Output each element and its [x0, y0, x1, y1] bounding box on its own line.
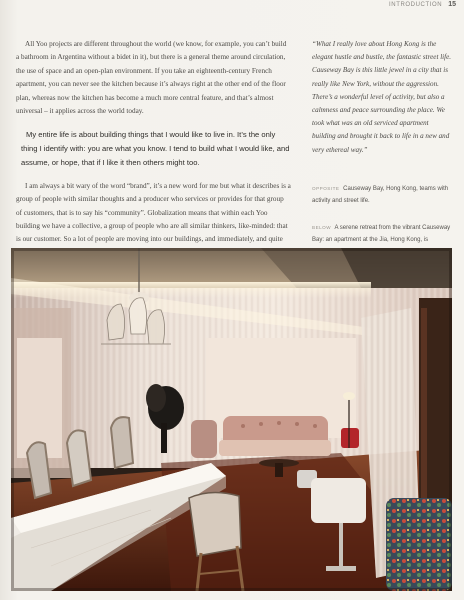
caption-direction: OPPOSITE [312, 185, 340, 191]
section-title: INTRODUCTION [389, 2, 443, 8]
body-paragraph-1: All Yoo projects are different throughout the world (we know, for example, you can’t build a bathroom in Argentina without a bidet in it), but there is a general theme around circulation, the use of space and an open-plan environment. If you take an eighteenth-century French apartment, you can never see the kitchen because it’s always right at the other end of the floor plan, whereas now the kitchen has become a much more central feature, and that’s almost universal – it applies across the world today. [16, 40, 287, 116]
caption-text: Causeway Bay, Hong Kong, teams with activity and street life. [312, 185, 449, 205]
pull-quote: “What I really love about Hong Kong is the elegant hustle and bustle, the fantastic street life. Causeway Bay is this little jewel in a city that is really like New York, without the aggression. There’s a wonderful level of activity, but also a calmness and peace surrounding the place. We took what was an old serviced apartment building and brought it back to life in a new and very ethereal way.” [312, 40, 452, 154]
running-header [389, 1, 456, 8]
interior-photo [11, 248, 452, 591]
body-column [16, 38, 291, 267]
caption-direction: BELOW [312, 224, 332, 230]
body-paragraph-3: I am always a bit wary of the word “brand”, it’s a new word for me but what it describes is a group of people with similar thoughts and a producer who services or provides for that group of customers, that is to say his “community”. Globalization means that within each Yoo building we have a collective, a group of people who are all similar thinkers, like-minded: that is our customer. So a lot of people are moving into our buildings, and immediately, and quite [16, 181, 291, 244]
page-number: 15 [448, 1, 456, 8]
caption-text: A serene retreat from the vibrant Causeway Bay: an apartment at the Jia, Hong Kong, is [312, 224, 451, 244]
body-paragraph-2: My entire life is about building things that I would like to live in. It’s the only thing I identify with: you are what you know. I tend to build what I would like, and assume, or hope, that if I like it then others might too. [21, 130, 290, 168]
caption-opposite [312, 183, 452, 208]
apartment-interior-illustration [11, 248, 452, 591]
